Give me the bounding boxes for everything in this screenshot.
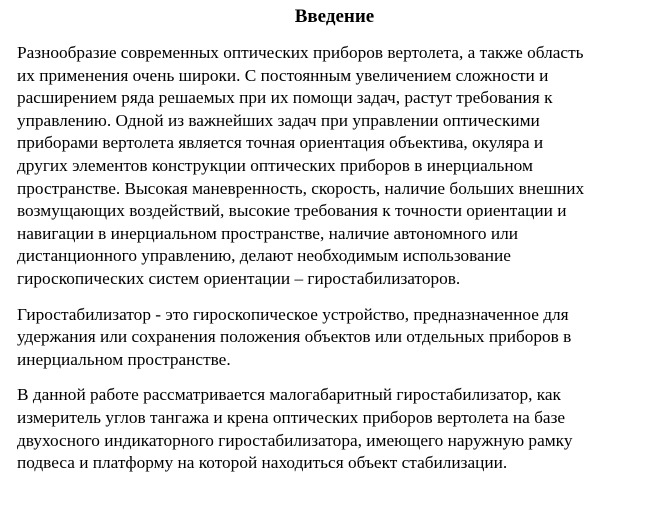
paragraph-line: пространстве. Высокая маневренность, скорость, наличие больших внешних xyxy=(17,178,585,198)
paragraph-line: удержания или сохранения положения объектов или отдельных приборов в xyxy=(17,327,572,347)
paragraph-definition xyxy=(17,304,652,372)
paragraph-line: их применения очень широки. С постоянным увеличением сложности и xyxy=(17,65,549,85)
paragraph-line: инерциальном пространстве. xyxy=(17,349,231,369)
paragraph-work-description xyxy=(17,384,652,474)
paragraph-line: подвеса и платформу на которой находиться объект стабилизации. xyxy=(17,453,508,473)
paragraph-line: В данной работе рассматривается малогабаритный гиростабилизатор, как xyxy=(17,385,561,405)
paragraph-introduction xyxy=(17,42,652,291)
paragraph-line: других элементов конструкции оптических приборов в инерциальном xyxy=(17,155,533,175)
paragraph-line: управлению. Одной из важнейших задач при управлении оптическими xyxy=(17,110,540,130)
paragraph-line: дистанционного управлению, делают необходимым использование xyxy=(17,246,511,266)
paragraph-line: навигации в инерциальном пространстве, наличие автономного или xyxy=(17,223,518,243)
paragraph-line: Разнообразие современных оптических приборов вертолета, а также область xyxy=(17,43,584,62)
paragraph-line: гироскопических систем ориентации – гиростабилизаторов. xyxy=(17,268,461,288)
document-title: Введение xyxy=(294,6,375,27)
paragraph-line: измеритель углов тангажа и крена оптических приборов вертолета на базе xyxy=(17,407,566,427)
paragraph-line: расширением ряда решаемых при их помощи задач, растут требования к xyxy=(17,88,553,108)
paragraph-line: двухосного индикаторного гиростабилизатора, имеющего наружную рамку xyxy=(17,430,573,450)
paragraph-line: Гиростабилизатор - это гироскопическое устройство, предназначенное для xyxy=(17,304,569,324)
paragraph-line: приборами вертолета является точная ориентация объектива, окуляра и xyxy=(17,133,544,153)
paragraph-line: возмущающих воздействий, высокие требования к точности ориентации и xyxy=(17,201,567,221)
